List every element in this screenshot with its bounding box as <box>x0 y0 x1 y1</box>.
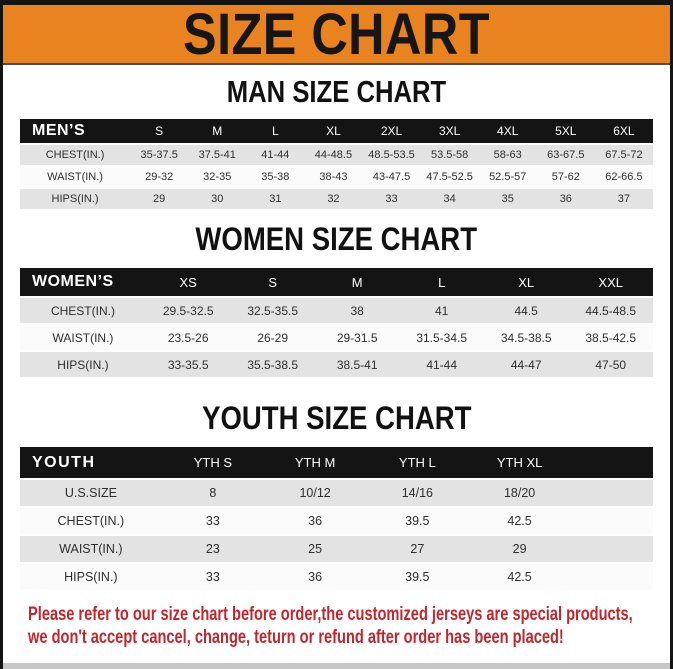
measurement-cell: 29-32 <box>130 167 188 189</box>
table-category-label: YOUTH <box>20 447 162 480</box>
size-table <box>20 447 653 592</box>
measurement-cell: 32.5-35.5 <box>230 298 315 325</box>
row-label-cell: CHEST(IN.) <box>20 298 146 325</box>
row-label-cell: WAIST(IN.) <box>20 536 162 564</box>
measurement-cell: 27 <box>366 536 468 564</box>
measurement-cell: 38.5-42.5 <box>568 325 653 352</box>
table-row <box>20 189 653 211</box>
mens-size-table <box>20 119 653 211</box>
measurement-cell: 47-50 <box>568 352 653 379</box>
title-banner <box>3 0 670 67</box>
measurement-cell: 36 <box>264 508 366 536</box>
table-row <box>20 167 653 189</box>
table-row <box>20 325 653 352</box>
size-header-cell: M <box>315 268 400 298</box>
measurement-cell: 53.5-58 <box>421 145 479 167</box>
measurement-cell: 29 <box>130 189 188 211</box>
measurement-cell: 25 <box>264 536 366 564</box>
section-title-women: WOMEN SIZE CHART <box>195 222 478 258</box>
footer-line-2: we don't accept cancel, change, teturn or refund after order has been placed! <box>28 626 564 648</box>
measurement-cell: 34 <box>421 189 479 211</box>
footer-note <box>28 603 670 649</box>
measurement-cell: 39.5 <box>366 564 468 592</box>
measurement-cell: 41-44 <box>399 352 484 379</box>
measurement-cell: 47.5-52.5 <box>421 167 479 189</box>
measurement-cell: 34.5-38.5 <box>484 325 569 352</box>
size-header-cell: YTH L <box>366 447 468 480</box>
page-title: SIZE CHART <box>183 0 490 67</box>
section-women <box>3 222 670 379</box>
size-header-cell: S <box>230 268 315 298</box>
section-men <box>3 75 670 211</box>
row-label-cell: CHEST(IN.) <box>20 508 162 536</box>
row-label-cell: WAIST(IN.) <box>20 167 130 189</box>
womens-size-table <box>20 268 653 379</box>
size-header-cell: L <box>246 119 304 145</box>
table-row <box>20 508 653 536</box>
measurement-cell: 62-66.5 <box>595 167 653 189</box>
spacer-cell <box>571 536 653 564</box>
measurement-cell: 57-62 <box>537 167 595 189</box>
measurement-cell: 44.5-48.5 <box>568 298 653 325</box>
measurement-cell: 29-31.5 <box>315 325 400 352</box>
measurement-cell: 48.5-53.5 <box>362 145 420 167</box>
measurement-cell: 32-35 <box>188 167 246 189</box>
measurement-cell: 44.5 <box>484 298 569 325</box>
measurement-cell: 35.5-38.5 <box>230 352 315 379</box>
row-label-cell: HIPS(IN.) <box>20 352 146 379</box>
section-youth <box>3 401 670 592</box>
measurement-cell: 58-63 <box>479 145 537 167</box>
measurement-cell: 8 <box>162 480 264 508</box>
measurement-cell: 10/12 <box>264 480 366 508</box>
size-header-cell: YTH S <box>162 447 264 480</box>
measurement-cell: 26-29 <box>230 325 315 352</box>
size-header-cell: M <box>188 119 246 145</box>
table-category-label: WOMEN’S <box>20 268 146 298</box>
spacer-cell <box>571 564 653 592</box>
size-header-cell: L <box>399 268 484 298</box>
row-label-cell: CHEST(IN.) <box>20 145 130 167</box>
bottom-strip <box>3 663 670 669</box>
row-label-cell: HIPS(IN.) <box>20 189 130 211</box>
table-header-row <box>20 268 653 298</box>
size-header-cell: XL <box>304 119 362 145</box>
measurement-cell: 35 <box>479 189 537 211</box>
table-row <box>20 480 653 508</box>
measurement-cell: 31 <box>246 189 304 211</box>
measurement-cell: 23 <box>162 536 264 564</box>
measurement-cell: 33 <box>162 564 264 592</box>
size-table <box>20 119 653 211</box>
measurement-cell: 36 <box>264 564 366 592</box>
measurement-cell: 39.5 <box>366 508 468 536</box>
measurement-cell: 67.5-72 <box>595 145 653 167</box>
measurement-cell: 18/20 <box>468 480 570 508</box>
measurement-cell: 37 <box>595 189 653 211</box>
measurement-cell: 33 <box>162 508 264 536</box>
measurement-cell: 42.5 <box>468 508 570 536</box>
measurement-cell: 38.5-41 <box>315 352 400 379</box>
youth-size-table <box>20 447 653 592</box>
measurement-cell: 63-67.5 <box>537 145 595 167</box>
size-table <box>20 268 653 379</box>
measurement-cell: 32 <box>304 189 362 211</box>
measurement-cell: 42.5 <box>468 564 570 592</box>
measurement-cell: 30 <box>188 189 246 211</box>
section-title-youth: YOUTH SIZE CHART <box>201 401 472 437</box>
measurement-cell: 52.5-57 <box>479 167 537 189</box>
row-label-cell: WAIST(IN.) <box>20 325 146 352</box>
footer-line-1: Please refer to our size chart before order,the customized jerseys are special products, <box>28 603 633 625</box>
size-header-cell: XL <box>484 268 569 298</box>
measurement-cell: 29 <box>468 536 570 564</box>
table-row <box>20 564 653 592</box>
size-header-cell: XXL <box>568 268 653 298</box>
table-row <box>20 298 653 325</box>
measurement-cell: 14/16 <box>366 480 468 508</box>
size-header-cell: 3XL <box>421 119 479 145</box>
measurement-cell: 38 <box>315 298 400 325</box>
measurement-cell: 31.5-34.5 <box>399 325 484 352</box>
size-header-cell: YTH M <box>264 447 366 480</box>
table-category-label: MEN’S <box>20 119 130 145</box>
measurement-cell: 41-44 <box>246 145 304 167</box>
row-label-cell: U.S.SIZE <box>20 480 162 508</box>
size-header-cell: S <box>130 119 188 145</box>
size-header-cell: 6XL <box>595 119 653 145</box>
section-title-men: MAN SIZE CHART <box>226 75 447 109</box>
size-header-cell: 5XL <box>537 119 595 145</box>
size-header-cell: YTH XL <box>468 447 570 480</box>
measurement-cell: 44-47 <box>484 352 569 379</box>
size-header-cell: 2XL <box>362 119 420 145</box>
measurement-cell: 43-47.5 <box>362 167 420 189</box>
spacer-cell <box>571 508 653 536</box>
measurement-cell: 29.5-32.5 <box>146 298 231 325</box>
measurement-cell: 35-37.5 <box>130 145 188 167</box>
table-header-row <box>20 447 653 480</box>
measurement-cell: 44-48.5 <box>304 145 362 167</box>
measurement-cell: 23.5-26 <box>146 325 231 352</box>
size-header-cell: 4XL <box>479 119 537 145</box>
measurement-cell: 38-43 <box>304 167 362 189</box>
measurement-cell: 36 <box>537 189 595 211</box>
measurement-cell: 33-35.5 <box>146 352 231 379</box>
measurement-cell: 33 <box>362 189 420 211</box>
measurement-cell: 37.5-41 <box>188 145 246 167</box>
measurement-cell: 41 <box>399 298 484 325</box>
table-row <box>20 536 653 564</box>
table-row <box>20 352 653 379</box>
spacer-cell <box>571 447 653 480</box>
table-header-row <box>20 119 653 145</box>
measurement-cell: 35-38 <box>246 167 304 189</box>
size-header-cell: XS <box>146 268 231 298</box>
table-row <box>20 145 653 167</box>
row-label-cell: HIPS(IN.) <box>20 564 162 592</box>
spacer-cell <box>571 480 653 508</box>
